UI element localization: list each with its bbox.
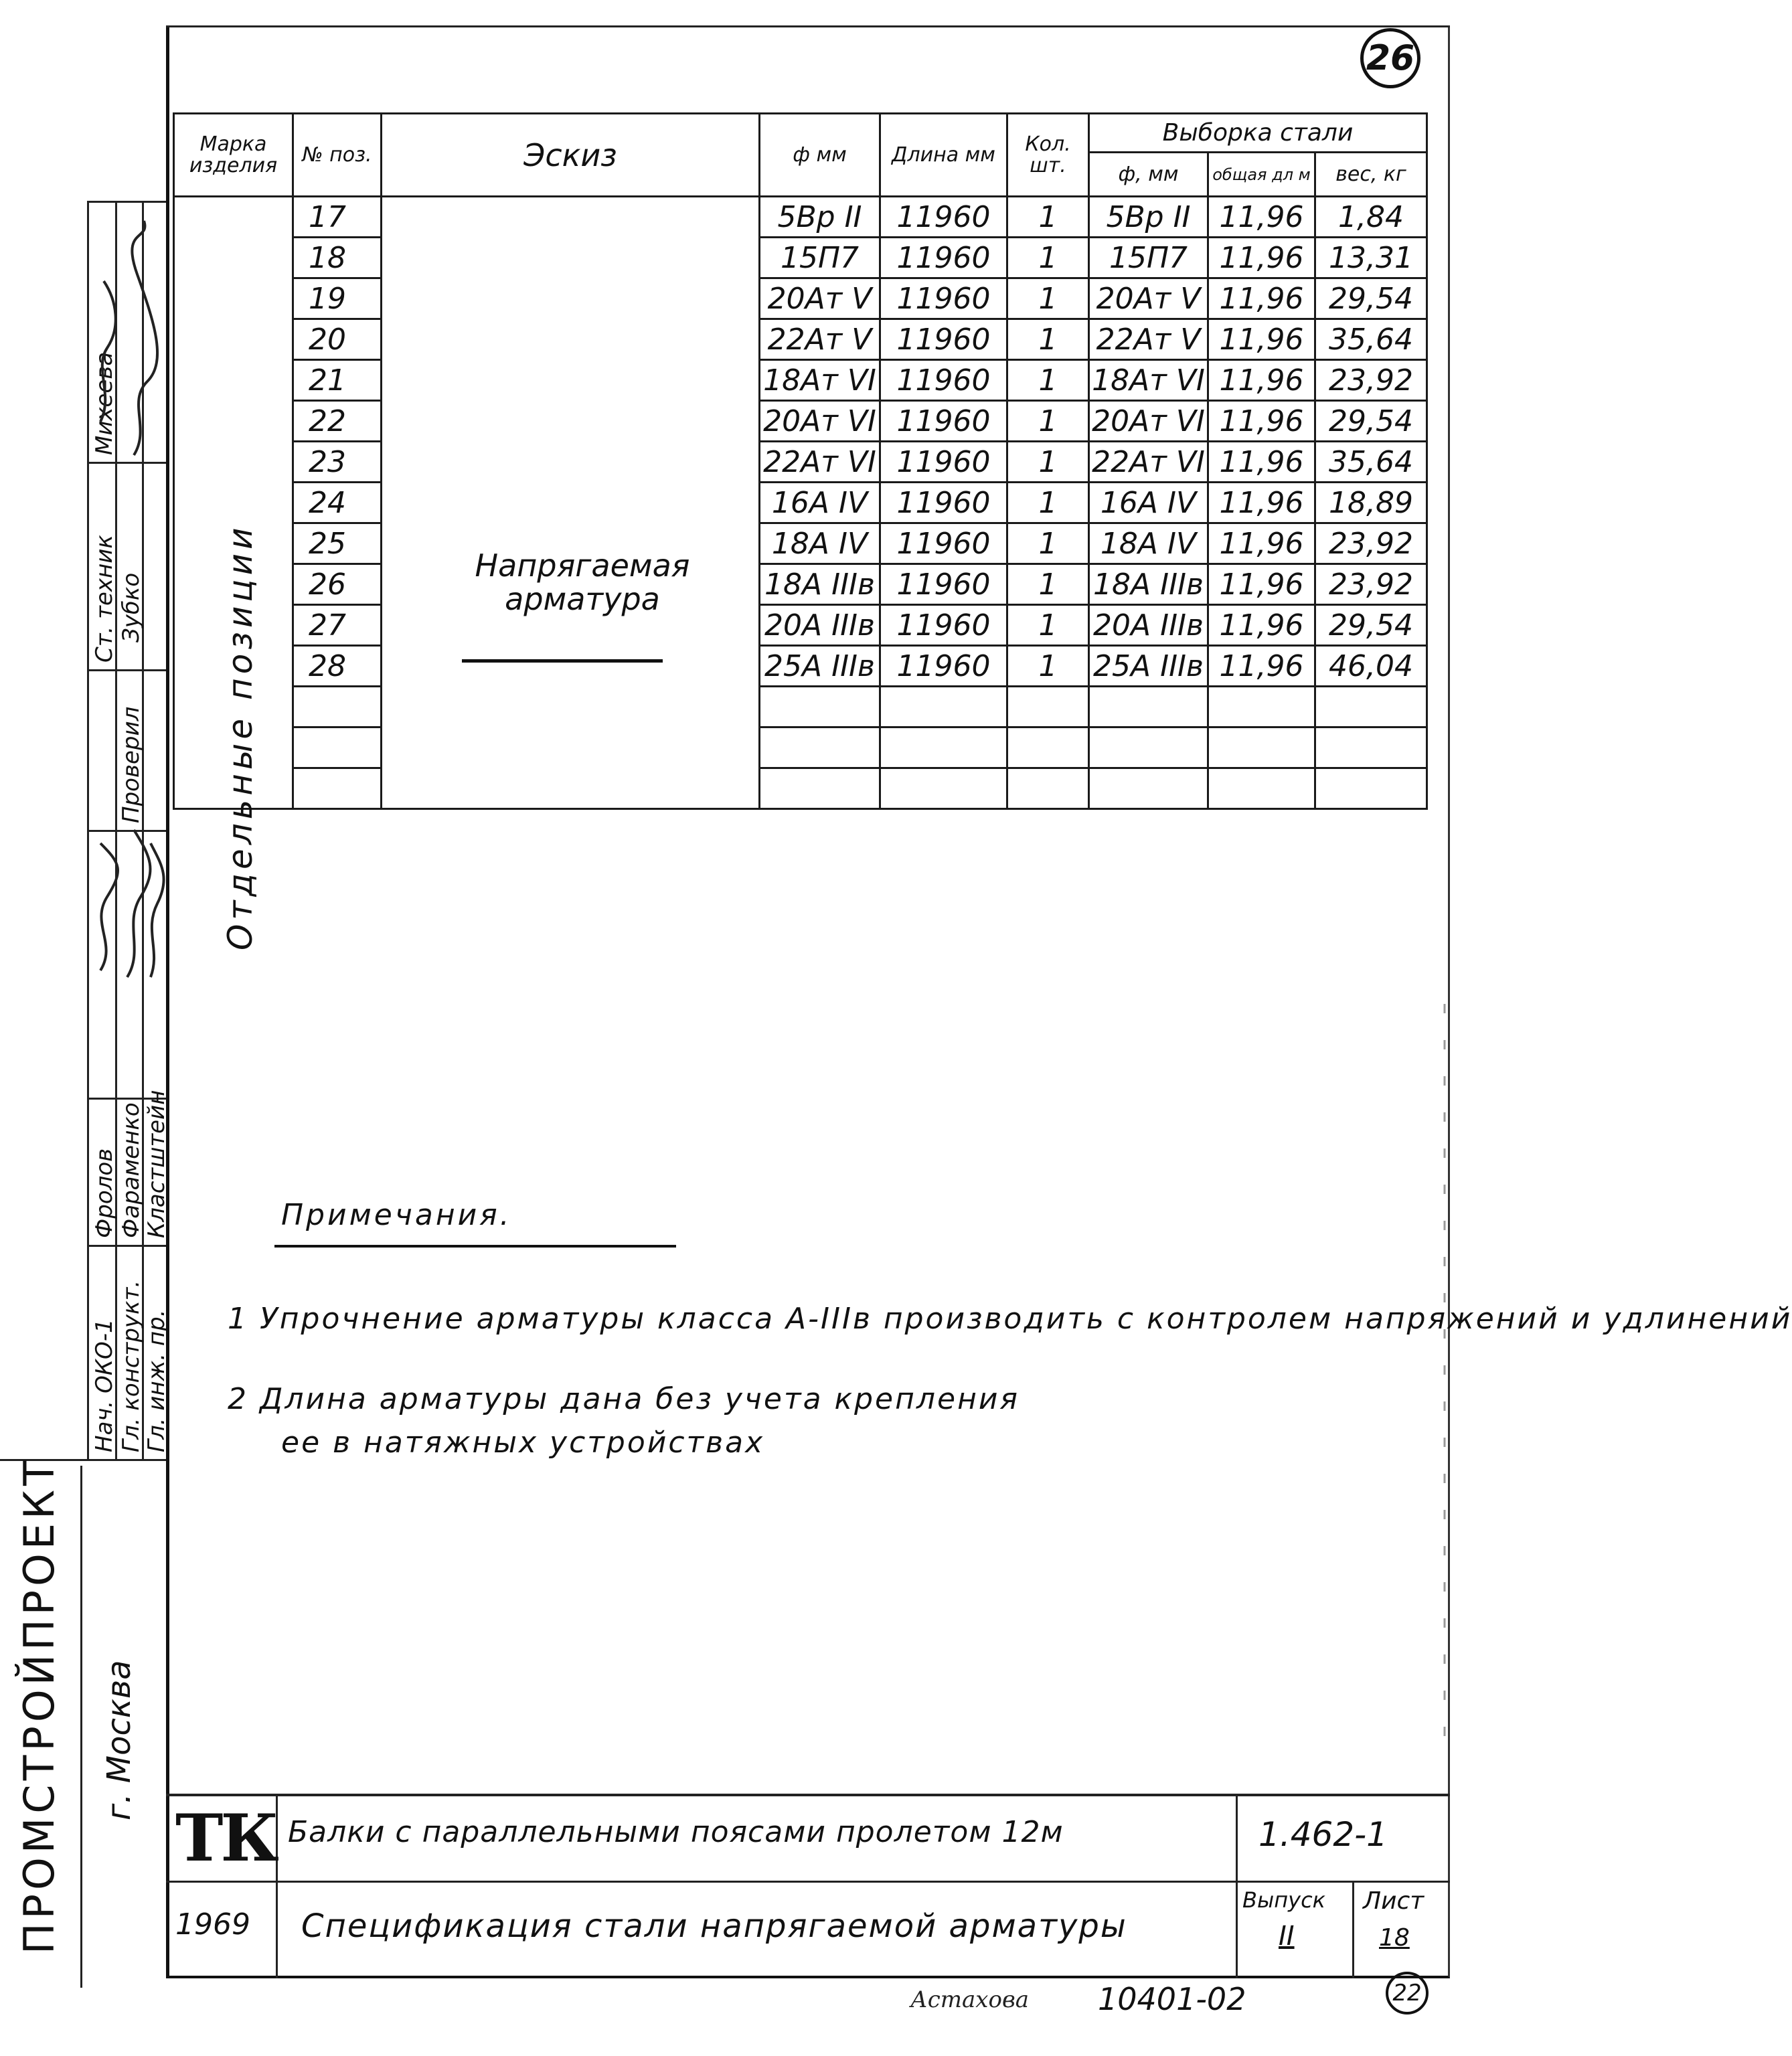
header-sel-weight: вес, кг xyxy=(1315,153,1427,197)
cell-length xyxy=(880,768,1007,809)
cell-sel-diameter: 22Ат V xyxy=(1089,319,1208,360)
cell-sel-total xyxy=(1208,687,1315,727)
cell-pos: 26 xyxy=(293,564,382,605)
cell-pos: 18 xyxy=(293,238,382,278)
table-row xyxy=(174,483,1427,523)
cell-sel-total: 11,96 xyxy=(1208,646,1315,687)
header-diameter: ф мм xyxy=(760,114,880,197)
titleblock-col-3 xyxy=(1352,1881,1354,1978)
cell-sel-diameter: 20Ат VI xyxy=(1089,401,1208,442)
cell-diameter: 20Ат V xyxy=(760,278,880,319)
cell-sel-total: 11,96 xyxy=(1208,605,1315,646)
header-sel-total-length: общая дл м xyxy=(1208,153,1315,197)
table-row xyxy=(174,197,1427,238)
cell-sel-total: 11,96 xyxy=(1208,238,1315,278)
cell-sel-total: 11,96 xyxy=(1208,442,1315,483)
cell-sel-total: 11,96 xyxy=(1208,319,1315,360)
stamp-name-zubko: Зубко xyxy=(118,572,145,642)
cell-pos: 20 xyxy=(293,319,382,360)
cell-sel-total: 11,96 xyxy=(1208,564,1315,605)
sheet-number-circle: 26 xyxy=(1360,28,1420,88)
stamp-name-miheeva: Михеева xyxy=(91,351,118,455)
cell-diameter: 22Ат V xyxy=(760,319,880,360)
cell-diameter: 5Bр II xyxy=(760,197,880,238)
titleblock-mid xyxy=(166,1881,1450,1883)
stamp-role-nach-oko: Нач. ОКО-1 xyxy=(91,1318,118,1452)
note-2-cont: ее в натяжных устройствах xyxy=(281,1426,765,1460)
table-row xyxy=(174,360,1427,401)
cell-length: 11960 xyxy=(880,238,1007,278)
table-row xyxy=(174,687,1427,727)
stamp-role-gl-konstr: Гл. конструкт. xyxy=(118,1280,145,1452)
cell-sel-diameter: 20Ат V xyxy=(1089,278,1208,319)
cell-qty: 1 xyxy=(1007,360,1089,401)
cell-pos: 27 xyxy=(293,605,382,646)
cell-sel-total: 11,96 xyxy=(1208,523,1315,564)
cell-sel-weight: 46,04 xyxy=(1315,646,1427,687)
cell-length xyxy=(880,727,1007,768)
cell-length: 11960 xyxy=(880,278,1007,319)
cell-pos xyxy=(293,687,382,727)
table-row xyxy=(174,401,1427,442)
cell-qty: 1 xyxy=(1007,278,1089,319)
cell-diameter: 20А IIIв xyxy=(760,605,880,646)
cell-sketch xyxy=(382,197,760,809)
cell-sel-weight: 35,64 xyxy=(1315,319,1427,360)
org-divider xyxy=(80,1466,82,1988)
note-2: 2 Длина арматуры дана без учета крепления xyxy=(228,1382,1020,1416)
cell-length xyxy=(880,687,1007,727)
cell-sel-total: 11,96 xyxy=(1208,197,1315,238)
cell-length: 11960 xyxy=(880,442,1007,483)
cell-diameter: 16А IV xyxy=(760,483,880,523)
issue-label: Выпуск xyxy=(1242,1887,1325,1913)
cell-sel-weight: 29,54 xyxy=(1315,401,1427,442)
cell-diameter: 15П7 xyxy=(760,238,880,278)
title-line-1: Балки с параллельными поясами пролетом 12м xyxy=(288,1815,1064,1849)
cell-length: 11960 xyxy=(880,197,1007,238)
cell-sel-diameter: 25А IIIв xyxy=(1089,646,1208,687)
cell-length: 11960 xyxy=(880,646,1007,687)
cell-sel-diameter xyxy=(1089,727,1208,768)
cell-sel-diameter: 18А IIIв xyxy=(1089,564,1208,605)
specification-table xyxy=(173,112,1428,810)
cell-diameter: 18А IIIв xyxy=(760,564,880,605)
cell-sel-total xyxy=(1208,727,1315,768)
stamp-city: г. Москва xyxy=(100,1660,138,1820)
cell-sel-total: 11,96 xyxy=(1208,483,1315,523)
group-label: Отдельные позиции xyxy=(221,523,260,950)
cell-sel-diameter: 18Ат VI xyxy=(1089,360,1208,401)
cell-sel-weight xyxy=(1315,768,1427,809)
table-row xyxy=(174,523,1427,564)
cell-qty xyxy=(1007,727,1089,768)
header-sel-diameter: ф, мм xyxy=(1089,153,1208,197)
header-steel-selection: Выборка стали xyxy=(1089,114,1427,153)
cell-pos xyxy=(293,768,382,809)
cell-qty: 1 xyxy=(1007,401,1089,442)
cell-sel-diameter: 15П7 xyxy=(1089,238,1208,278)
stamp-role-proveril: Проверил xyxy=(118,706,145,823)
cell-qty: 1 xyxy=(1007,197,1089,238)
stamp-role-st-technik: Ст. техник xyxy=(91,535,118,663)
cell-sel-diameter: 18А IV xyxy=(1089,523,1208,564)
cell-qty: 1 xyxy=(1007,483,1089,523)
footer-signature: Астахова xyxy=(910,1986,1030,2013)
cell-sel-diameter xyxy=(1089,687,1208,727)
cell-sel-weight: 35,64 xyxy=(1315,442,1427,483)
header-mark: Марка изделия xyxy=(174,114,293,197)
cell-qty: 1 xyxy=(1007,523,1089,564)
cell-qty: 1 xyxy=(1007,319,1089,360)
notes-title: Примечания. xyxy=(281,1198,512,1232)
cell-sel-weight: 29,54 xyxy=(1315,278,1427,319)
notes-underline xyxy=(274,1245,676,1248)
footer-page-circle: 22 xyxy=(1386,1972,1429,2015)
cell-length: 11960 xyxy=(880,605,1007,646)
cell-qty xyxy=(1007,768,1089,809)
table-row xyxy=(174,319,1427,360)
title-year: 1969 xyxy=(175,1907,250,1942)
cell-length: 11960 xyxy=(880,564,1007,605)
cell-diameter: 18А IV xyxy=(760,523,880,564)
cell-sel-weight: 23,92 xyxy=(1315,564,1427,605)
table-row xyxy=(174,238,1427,278)
stamp-name-faramenko: Фараменко xyxy=(118,1102,145,1238)
cell-pos xyxy=(293,727,382,768)
table-row xyxy=(174,646,1427,687)
cell-pos: 19 xyxy=(293,278,382,319)
cell-sel-weight: 29,54 xyxy=(1315,605,1427,646)
cell-sel-weight: 23,92 xyxy=(1315,523,1427,564)
stamp-org: ПРОМСТРОЙПРОЕКТ xyxy=(15,1456,64,1954)
cell-pos: 25 xyxy=(293,523,382,564)
tk-logo: ТК xyxy=(175,1800,276,1876)
table-row xyxy=(174,605,1427,646)
note-1: 1 Упрочнение арматуры класса А-IIIв производить с контролем напряжений и удлинений xyxy=(228,1302,1792,1336)
cell-pos: 28 xyxy=(293,646,382,687)
cell-qty: 1 xyxy=(1007,442,1089,483)
table-row xyxy=(174,727,1427,768)
titleblock-col-2 xyxy=(1236,1794,1238,1978)
cell-diameter xyxy=(760,687,880,727)
frame-top-line xyxy=(166,25,1450,27)
margin-dashes xyxy=(1439,1004,1453,1740)
cell-diameter xyxy=(760,727,880,768)
cell-diameter: 20Ат VI xyxy=(760,401,880,442)
title-series: 1.462-1 xyxy=(1258,1815,1388,1854)
cell-sel-diameter: 20А IIIв xyxy=(1089,605,1208,646)
cell-sel-total: 11,96 xyxy=(1208,278,1315,319)
cell-sel-total: 11,96 xyxy=(1208,401,1315,442)
cell-length: 11960 xyxy=(880,523,1007,564)
cell-sel-weight xyxy=(1315,687,1427,727)
cell-sel-weight: 18,89 xyxy=(1315,483,1427,523)
stamp-name-klastshtein: Кластштейн xyxy=(143,1090,170,1238)
cell-pos: 21 xyxy=(293,360,382,401)
table-row xyxy=(174,278,1427,319)
cell-qty: 1 xyxy=(1007,605,1089,646)
cell-sel-weight: 23,92 xyxy=(1315,360,1427,401)
sheet-value: 18 xyxy=(1379,1924,1410,1952)
sketch-label: Напрягаемая арматура xyxy=(475,547,690,617)
header-length: Длина мм xyxy=(880,114,1007,197)
cell-sel-diameter: 16А IV xyxy=(1089,483,1208,523)
footer-code: 10401-02 xyxy=(1098,1981,1246,2017)
cell-diameter xyxy=(760,768,880,809)
cell-length: 11960 xyxy=(880,360,1007,401)
cell-pos: 22 xyxy=(293,401,382,442)
header-sketch: Эскиз xyxy=(382,114,760,197)
stamp-role-gl-inzh: Гл. инж. пр. xyxy=(143,1309,170,1452)
cell-qty xyxy=(1007,687,1089,727)
table-row xyxy=(174,768,1427,809)
cell-pos: 17 xyxy=(293,197,382,238)
cell-sel-weight: 13,31 xyxy=(1315,238,1427,278)
cell-sel-diameter: 22Ат VI xyxy=(1089,442,1208,483)
cell-sel-weight xyxy=(1315,727,1427,768)
cell-length: 11960 xyxy=(880,483,1007,523)
header-pos: № поз. xyxy=(293,114,382,197)
cell-pos: 24 xyxy=(293,483,382,523)
cell-length: 11960 xyxy=(880,319,1007,360)
stamp-signatures xyxy=(87,201,166,1459)
stamp-name-frolov: Фролов xyxy=(91,1148,118,1238)
cell-sel-weight: 1,84 xyxy=(1315,197,1427,238)
sheet-label: Лист xyxy=(1363,1887,1424,1915)
cell-pos: 23 xyxy=(293,442,382,483)
table-row xyxy=(174,564,1427,605)
cell-diameter: 25А IIIв xyxy=(760,646,880,687)
cell-diameter: 18Ат VI xyxy=(760,360,880,401)
title-line-2: Спецификация стали напрягаемой арматуры xyxy=(301,1907,1127,1945)
sketch-rebar-line xyxy=(462,659,663,663)
issue-value: II xyxy=(1279,1921,1295,1952)
cell-diameter: 22Ат VI xyxy=(760,442,880,483)
cell-length: 11960 xyxy=(880,401,1007,442)
cell-qty: 1 xyxy=(1007,238,1089,278)
header-qty: Кол. шт. xyxy=(1007,114,1089,197)
cell-sel-diameter: 5Bр II xyxy=(1089,197,1208,238)
cell-sel-total: 11,96 xyxy=(1208,360,1315,401)
cell-qty: 1 xyxy=(1007,646,1089,687)
table-row xyxy=(174,442,1427,483)
titleblock-top xyxy=(166,1794,1450,1796)
cell-sel-diameter xyxy=(1089,768,1208,809)
cell-sel-total xyxy=(1208,768,1315,809)
cell-qty: 1 xyxy=(1007,564,1089,605)
